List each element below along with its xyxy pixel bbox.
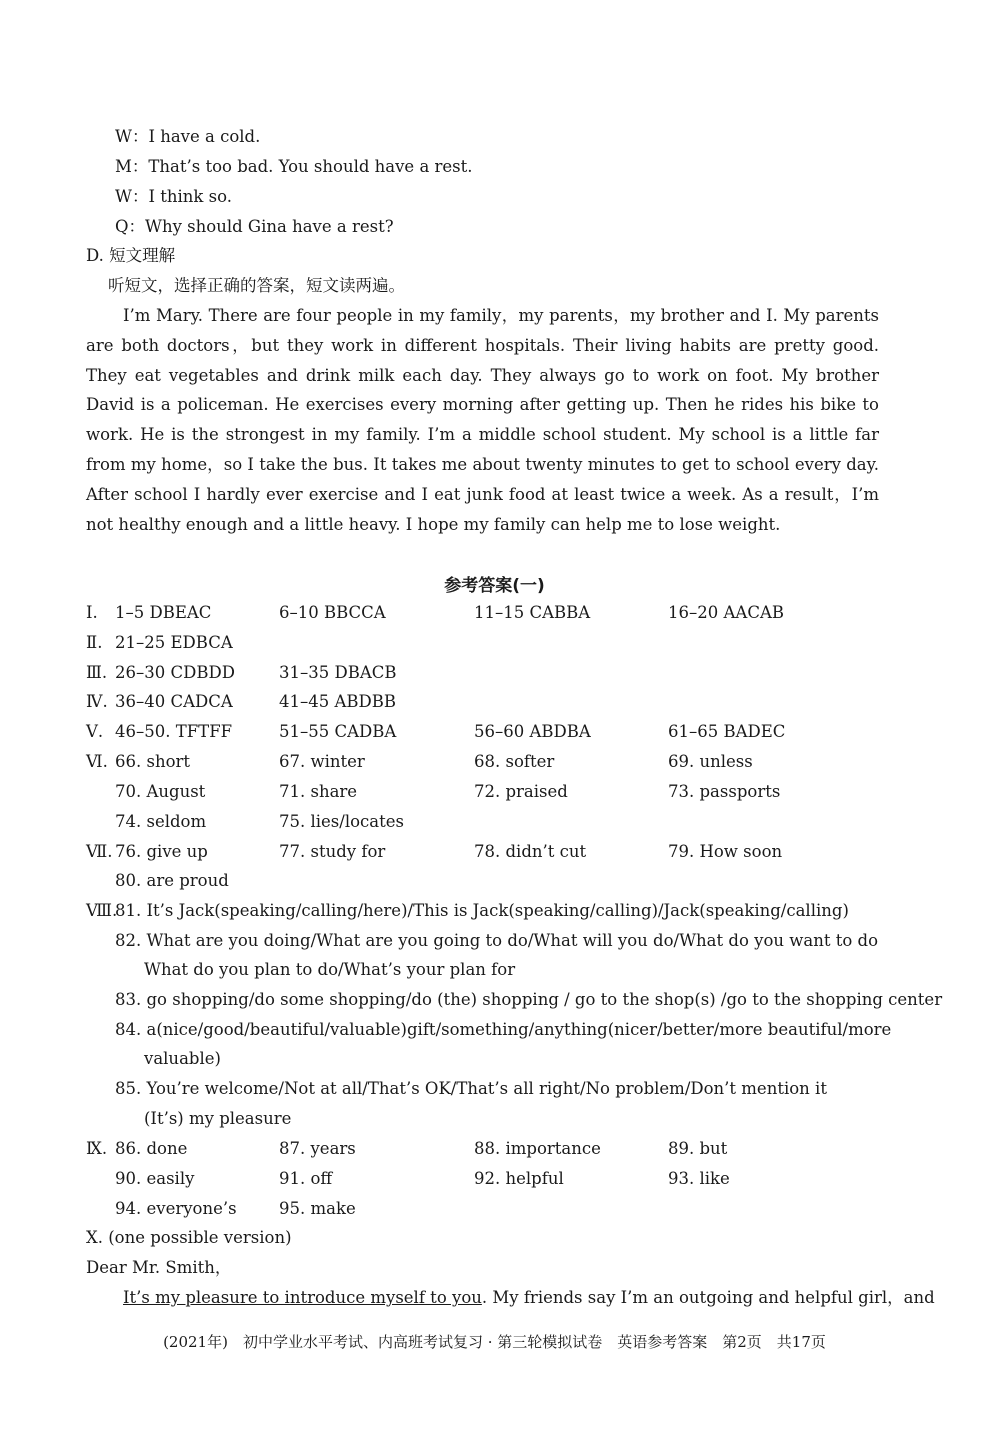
answer-row — [86, 602, 886, 624]
answer-cell: 92. helpful — [474, 1169, 564, 1188]
section-number: Ⅶ. — [86, 842, 113, 861]
answer-row — [86, 811, 886, 833]
answer-cell: 66. short — [115, 752, 191, 771]
answer-cell: 80. are proud — [115, 871, 229, 890]
section-number: Ⅲ. — [86, 663, 108, 682]
answer-cell: 56–60 ABDBA — [474, 722, 591, 741]
answer-82-cont: What do you plan to do/What’s your plan for — [144, 960, 516, 979]
answer-cell: 70. August — [115, 782, 206, 801]
answer-row — [86, 662, 886, 684]
answer-cell: 6–10 BBCCA — [279, 603, 386, 622]
answer-cell: 71. share — [279, 782, 358, 801]
answer-cell: 26–30 CDBDD — [115, 663, 235, 682]
answer-row — [86, 1198, 886, 1220]
answer-85-cont: (It’s) my pleasure — [144, 1109, 292, 1128]
dialogue-question: Q：Why should Gina have a rest? — [115, 217, 394, 236]
dialogue-line-1: W：I have a cold. — [115, 127, 261, 146]
answer-row — [86, 751, 886, 773]
answer-cell: 11–15 CABBA — [474, 603, 591, 622]
answer-cell: 86. done — [115, 1139, 188, 1158]
answer-row — [86, 841, 886, 863]
section-number: Ⅵ. — [86, 752, 108, 771]
answer-cell: 61–65 BADEC — [668, 722, 786, 741]
answer-cell: 46–50. TFTFF — [115, 722, 233, 741]
answer-cell: 78. didn’t cut — [474, 842, 587, 861]
letter-underlined: It’s my pleasure to introduce myself to you — [123, 1288, 482, 1307]
answer-cell: 31–35 DBACB — [279, 663, 397, 682]
answer-cell: 93. like — [668, 1169, 730, 1188]
answer-row — [86, 781, 886, 803]
answer-cell: 94. everyone’s — [115, 1199, 237, 1218]
answer-cell: 79. How soon — [668, 842, 783, 861]
answer-row — [86, 721, 886, 743]
answer-cell: 51–55 CADBA — [279, 722, 397, 741]
answer-85: 85. You’re welcome/Not at all/That’s OK/That’s all right/No problem/Don’t mention it — [115, 1079, 827, 1098]
answer-cell: 76. give up — [115, 842, 208, 861]
answer-cell: 68. softer — [474, 752, 555, 771]
passage-text: I’m Mary. There are four people in my family，my parents，my brother and I. My parents are both doctors，but they work in different hospitals. Their living habits are pretty good. They eat vegetables and drink milk each day. They always go to work on foot. My brother David is a policeman. He exercises every morning after getting up. Then he rides his bike to work. He is the strongest in my family. I’m a middle school student. My school is a little far from my home，so I take the bus. It takes me about twenty minutes to get to school every day. After school I hardly ever exercise and I eat junk food at least twice a week. As a result，I’m not healthy enough and a little heavy. I hope my family can help me to lose weight. — [86, 306, 879, 534]
answer-cell: 77. study for — [279, 842, 386, 861]
answer-83: 83. go shopping/do some shopping/do (the) shopping / go to the shop(s) /go to the shopping center — [115, 990, 943, 1009]
letter-rest: . My friends say I’m an outgoing and helpful girl，and — [481, 1288, 935, 1307]
section8-num: Ⅷ. — [86, 901, 118, 920]
answer-row — [86, 691, 886, 713]
section-d-title: D. 短文理解 — [86, 246, 176, 265]
answer-cell: 73. passports — [668, 782, 781, 801]
answer-84: 84. a(nice/good/beautiful/valuable)gift/something/anything(nicer/better/more beautiful/more — [115, 1020, 892, 1039]
section-number: Ⅱ. — [86, 633, 103, 652]
answer-cell: 21–25 EDBCA — [115, 633, 233, 652]
answer-cell: 67. winter — [279, 752, 365, 771]
answer-cell: 41–45 ABDBB — [279, 692, 397, 711]
answer-84-cont: valuable) — [144, 1049, 221, 1068]
answer-cell: 90. easily — [115, 1169, 195, 1188]
page-footer: (2021年) 初中学业水平考试、内高班考试复习 · 第三轮模拟试卷 英语参考答案 第2页 共17页 — [163, 1333, 826, 1351]
answer-cell: 89. but — [668, 1139, 728, 1158]
answer-cell: 69. unless — [668, 752, 753, 771]
dialogue-line-3: W：I think so. — [115, 187, 232, 206]
answer-cell: 75. lies/locates — [279, 812, 404, 831]
answer-title: 参考答案(一) — [444, 576, 545, 596]
answer-81: 81. It’s Jack(speaking/calling/here)/This is Jack(speaking/calling)/Jack(speaking/calling) — [115, 901, 849, 920]
answer-row — [86, 632, 886, 654]
section-number: Ⅴ. — [86, 722, 104, 741]
letter-greeting: Dear Mr. Smith， — [86, 1258, 232, 1277]
answer-cell: 16–20 AACAB — [668, 603, 784, 622]
letter-first-line — [123, 1287, 935, 1309]
answer-cell: 74. seldom — [115, 812, 207, 831]
section-number: Ⅰ. — [86, 603, 98, 622]
answer-cell: 88. importance — [474, 1139, 601, 1158]
dialogue-line-2: M：That’s too bad. You should have a rest. — [115, 157, 473, 176]
section-number: Ⅸ. — [86, 1139, 108, 1158]
answer-cell: 87. years — [279, 1139, 356, 1158]
section-d-instruction: 听短文，选择正确的答案，短文读两遍。 — [108, 276, 405, 295]
section10-title: Ⅹ. (one possible version) — [86, 1228, 292, 1247]
answer-82: 82. What are you doing/What are you going to do/What will you do/What do you want to do — [115, 931, 879, 950]
answer-row — [86, 1168, 886, 1190]
passage — [86, 301, 879, 539]
answer-cell: 72. praised — [474, 782, 568, 801]
answer-cell: 91. off — [279, 1169, 333, 1188]
answer-cell: 1–5 DBEAC — [115, 603, 212, 622]
answer-row — [86, 870, 886, 892]
answer-cell: 36–40 CADCA — [115, 692, 233, 711]
section-number: Ⅳ. — [86, 692, 108, 711]
answer-cell: 95. make — [279, 1199, 356, 1218]
answer-row — [86, 1138, 886, 1160]
